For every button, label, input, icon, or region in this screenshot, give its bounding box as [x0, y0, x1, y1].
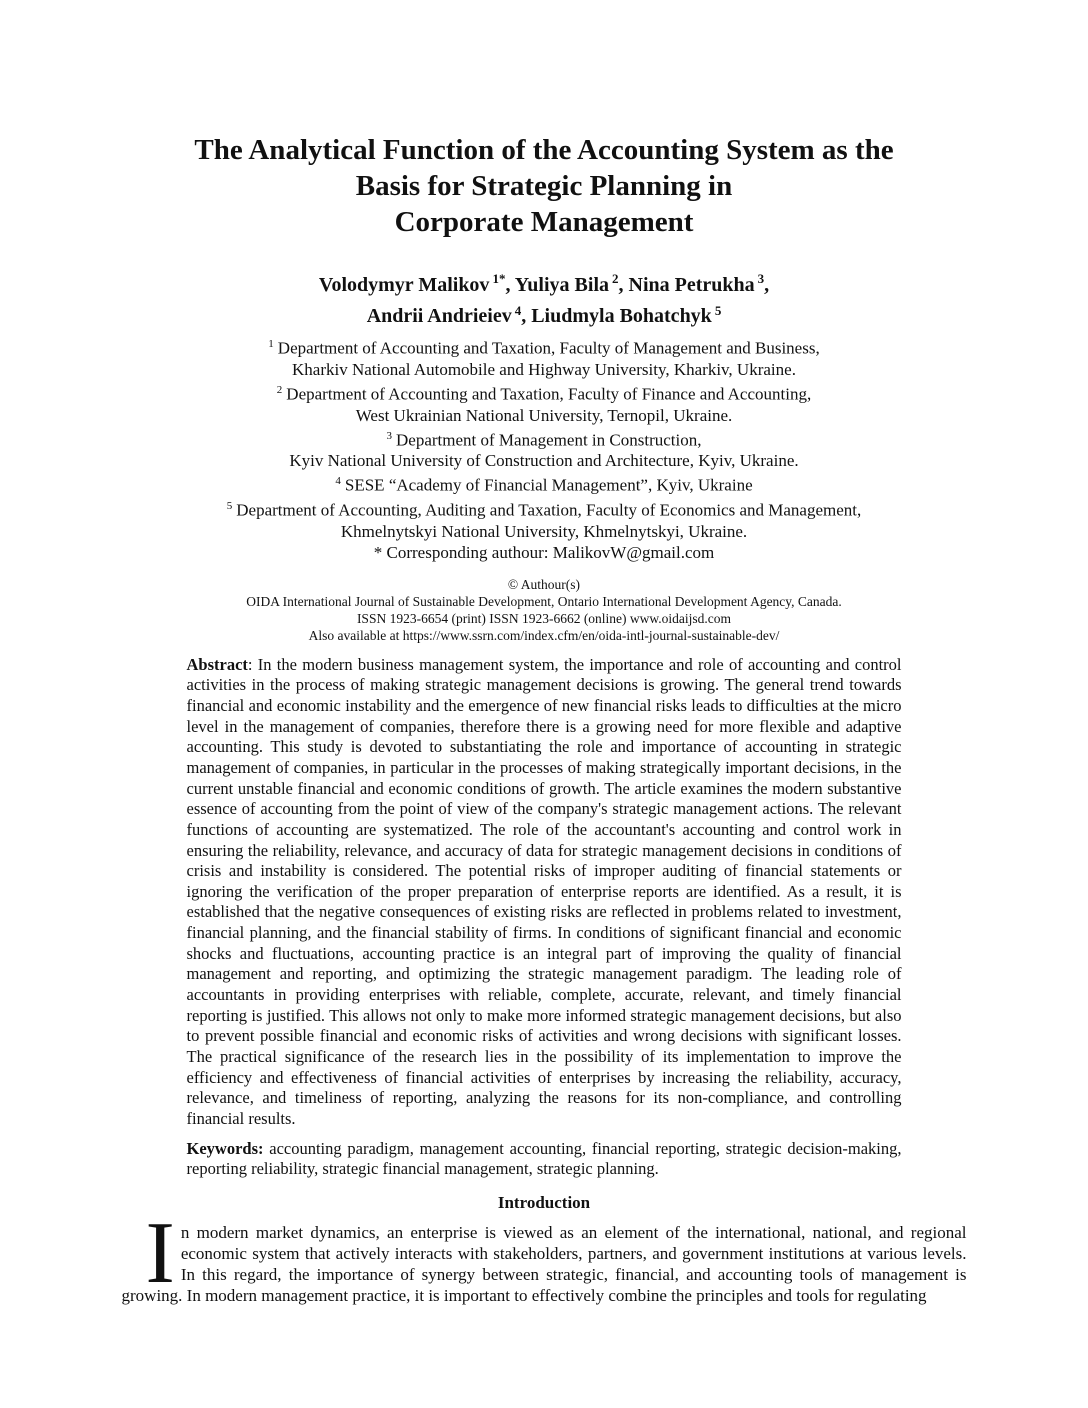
availability-line: Also available at https://www.ssrn.com/index.cfm/en/oida-intl-journal-sustainable-dev/ [308, 627, 780, 643]
issn-line: ISSN 1923-6654 (print) ISSN 1923-6662 (online) www.oidaijsd.com [356, 610, 732, 626]
author-affiliation-superscript: 2 [612, 271, 619, 286]
keywords-text: accounting paradigm, management accounting, financial reporting, strategic decision-making, reporting reliability, strategic financial management, strategic planning. [186, 1138, 902, 1179]
affiliation-text: Department of Accounting, Auditing and Taxation, Faculty of Economics and Management, [236, 500, 862, 520]
affiliation-text: Department of Management in Construction, [396, 430, 702, 450]
author-affiliation-superscript: 5 [714, 302, 722, 318]
affiliation-number: 1 [268, 338, 274, 351]
drop-cap: I [145, 1205, 175, 1302]
author: Nina Petrukha $^3$, [628, 271, 770, 296]
affiliation-text: SESE “Academy of Financial Management”, Kyiv, Ukraine [344, 475, 753, 495]
authors-line [0, 298, 1088, 330]
abstract-paragraph [187, 655, 902, 1130]
introduction-paragraph [121, 1205, 967, 1306]
introduction-heading: Introduction [497, 1193, 591, 1212]
author-separator: , [505, 273, 515, 296]
abstract-label: Abstract [186, 654, 248, 674]
affiliations-block [0, 334, 1088, 562]
affiliation-number: 2 [276, 383, 283, 396]
affiliation-number: 4 [335, 475, 341, 488]
author: Volodymyr Malikov $^{1*}$, [318, 271, 515, 296]
affiliation-text: Department of Accounting and Taxation, Faculty of Finance and Accounting, [286, 384, 812, 404]
author: Liudmyla Bohatchyk $^5$ [531, 302, 722, 328]
authors-block [0, 266, 1088, 329]
author-affiliation-superscript: 4 [514, 302, 522, 318]
affiliation-line [0, 380, 1088, 405]
paper-title-line: Basis for Strategic Planning in [355, 170, 733, 202]
keywords-label: Keywords: [186, 1138, 264, 1158]
paper-title-line: Corporate Management [394, 206, 694, 238]
author: Yuliya Bila $^2$, [514, 271, 629, 296]
author-affiliation-superscript: 3 [757, 271, 765, 286]
author-affiliation-superscript: 1* [492, 271, 506, 286]
copyright-block [0, 576, 1088, 644]
affiliation-line: Khmelnytskyi National University, Khmelnytskyi, Ukraine. [340, 521, 748, 541]
affiliation-line [0, 496, 1088, 521]
affiliation-line: Kharkiv National Automobile and Highway University, Kharkiv, Ukraine. [292, 359, 796, 379]
journal-name-line: OIDA International Journal of Sustainable Development, Ontario International Development Agency, Canada. [246, 593, 842, 609]
affiliation-line: West Ukrainian National University, Ternopil, Ukraine. [355, 405, 733, 425]
introduction-text: n modern market dynamics, an enterprise is viewed as an element of the international, national, and regional economic system that actively interacts with stakeholders, partners, and government institutions at various levels. In this regard, the importance of synergy between strategic, financial, and accounting tools of management is growing. In modern management practice, it is important to effectively combine the principles and tools for regulating [121, 1223, 967, 1305]
affiliation-text: Department of Accounting and Taxation, Faculty of Management and Business, [277, 338, 820, 358]
authors-line [0, 266, 1088, 298]
paper-title [80, 132, 1008, 240]
keywords-paragraph [187, 1139, 902, 1180]
paper-title-line: The Analytical Function of the Accounting System as the [194, 134, 894, 166]
author-separator: , [618, 273, 629, 296]
affiliation-number: 3 [386, 429, 393, 442]
affiliation-line: Kyiv National University of Construction and Architecture, Kyiv, Ukraine. [289, 451, 799, 471]
affiliation-line [0, 334, 1088, 359]
author: Andrii Andrieiev $^4$, [366, 302, 532, 328]
copyright-line: © Authour(s) [507, 576, 581, 592]
corresponding-author-line: * Corresponding authour: MalikovW@gmail.com [373, 542, 715, 562]
affiliation-line [0, 426, 1088, 451]
affiliation-line [0, 471, 1088, 496]
author-separator: , [764, 273, 770, 296]
affiliation-number: 5 [226, 499, 233, 512]
abstract-text: : In the modern business management system, the importance and role of accounting and control activities in the process of making strategic management decisions is growing. The general trend towards financial and economic instability and the emergence of new financial risks leads to difficulties at the micro level in the management of companies, therefore there is a growing need for more flexible and adaptive accounting. This study is devoted to substantiating the role and importance of accounting in strategic management of companies, in particular in the processes of making strategically important decisions, in the current unstable financial and economic conditions of growth. The article examines the modern substantive essence of accounting from the point of view of the company's strategic management actions. The relevant functions of accounting are systematized. The role of the accountant's accounting and control work in ensuring the reliability, relevance, and accuracy of data for strategic management decisions in conditions of crisis and instability is considered. The potential risks of improper auditing of financial statements or ignoring the verification of the proper preparation of enterprise reports are identified. As a result, it is established that the negative consequences of existing risks are reflected in problems related to investment, financial planning, and the financial stability of firms. In conditions of significant financial and economic shocks and fluctuations, accounting practice is an integral part of improving the quality of financial management and reporting, and optimizing the strategic management paradigm. The leading role of accountants in providing enterprises with reliable, complete, accurate, relevant, and timely financial reporting is justified. This allows not only to make more informed strategic management decisions, but also to prevent possible financial and economic risks of activities and wrong decisions with significant losses. The practical significance of the research lies in the possibility of its implementation to improve the efficiency and effectiveness of financial activities of enterprises by increasing the reliability, accuracy, relevance, and timeliness of reporting, analyzing the reasons for its non-compliance, and controlling financial results. [186, 654, 902, 1129]
author-separator: , [521, 305, 532, 328]
